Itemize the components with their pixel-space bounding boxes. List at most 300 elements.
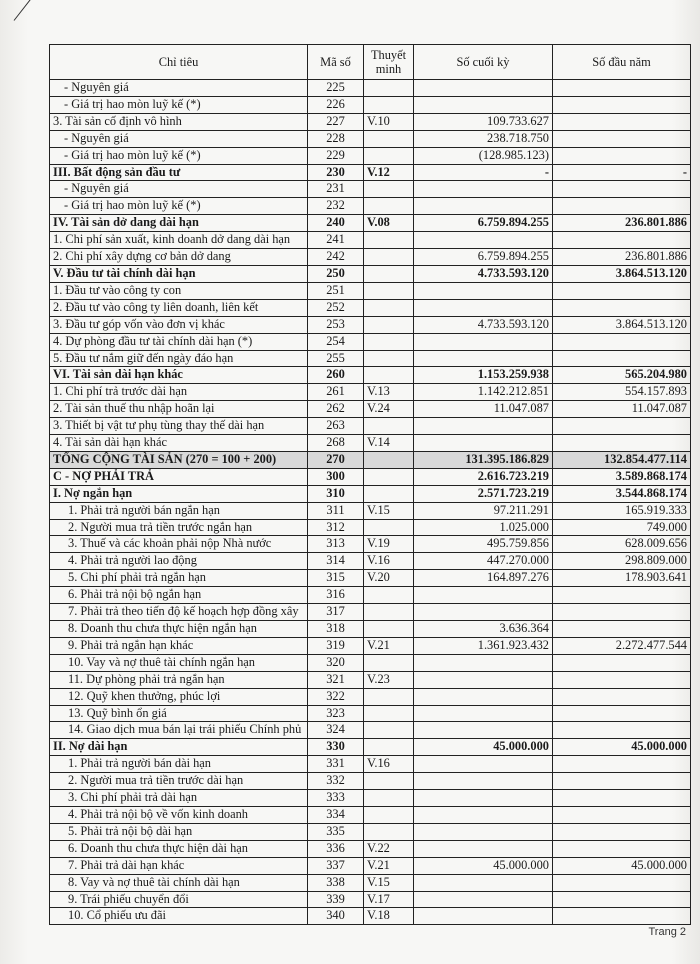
row-code-cell: 225 — [308, 80, 364, 97]
row-end-value-cell: 4.733.593.120 — [414, 316, 553, 333]
table-row — [50, 688, 691, 705]
row-end-value-cell — [414, 790, 553, 807]
row-begin-value-cell: 132.854.477.114 — [553, 451, 691, 468]
row-begin-value-cell: 628.009.656 — [553, 536, 691, 553]
row-end-value-cell — [414, 756, 553, 773]
row-note-cell: V.10 — [364, 113, 414, 130]
row-code-cell: 317 — [308, 604, 364, 621]
table-row — [50, 756, 691, 773]
table-row — [50, 113, 691, 130]
row-code-cell: 312 — [308, 519, 364, 536]
row-end-value-cell — [414, 181, 553, 198]
row-code-cell: 270 — [308, 451, 364, 468]
row-note-cell: V.13 — [364, 384, 414, 401]
row-indicator-cell: 4. Dự phòng đầu tư tài chính dài hạn (*) — [50, 333, 308, 350]
row-code-cell: 339 — [308, 891, 364, 908]
row-indicator-cell: 3. Đầu tư góp vốn vào đơn vị khác — [50, 316, 308, 333]
row-code-cell: 268 — [308, 435, 364, 452]
row-end-value-cell: 238.718.750 — [414, 130, 553, 147]
table-row — [50, 130, 691, 147]
row-code-cell: 315 — [308, 570, 364, 587]
table-row — [50, 739, 691, 756]
row-end-value-cell — [414, 688, 553, 705]
row-begin-value-cell: 3.544.868.174 — [553, 485, 691, 502]
row-end-value-cell — [414, 350, 553, 367]
row-code-cell: 322 — [308, 688, 364, 705]
row-begin-value-cell: 11.047.087 — [553, 401, 691, 418]
row-code-cell: 253 — [308, 316, 364, 333]
row-indicator-cell: 1. Chi phí trả trước dài hạn — [50, 384, 308, 401]
row-note-cell — [364, 790, 414, 807]
row-end-value-cell: 4.733.593.120 — [414, 265, 553, 282]
row-begin-value-cell — [553, 891, 691, 908]
row-begin-value-cell — [553, 80, 691, 97]
row-code-cell: 332 — [308, 773, 364, 790]
row-end-value-cell: 1.142.212.851 — [414, 384, 553, 401]
row-code-cell: 250 — [308, 265, 364, 282]
row-code-cell: 232 — [308, 198, 364, 215]
row-note-cell: V.21 — [364, 857, 414, 874]
row-begin-value-cell: 45.000.000 — [553, 857, 691, 874]
row-code-cell: 334 — [308, 806, 364, 823]
row-begin-value-cell — [553, 773, 691, 790]
row-code-cell: 262 — [308, 401, 364, 418]
table-row — [50, 722, 691, 739]
row-begin-value-cell — [553, 418, 691, 435]
balance-sheet-table — [49, 44, 691, 925]
row-begin-value-cell: 565.204.980 — [553, 367, 691, 384]
header-note: Thuyết minh — [364, 45, 414, 80]
row-begin-value-cell — [553, 722, 691, 739]
row-end-value-cell — [414, 418, 553, 435]
table-row — [50, 451, 691, 468]
row-begin-value-cell — [553, 282, 691, 299]
row-end-value-cell — [414, 282, 553, 299]
row-end-value-cell — [414, 198, 553, 215]
row-note-cell — [364, 806, 414, 823]
row-note-cell: V.23 — [364, 671, 414, 688]
row-begin-value-cell — [553, 96, 691, 113]
row-begin-value-cell — [553, 232, 691, 249]
row-note-cell — [364, 350, 414, 367]
row-note-cell: V.19 — [364, 536, 414, 553]
row-begin-value-cell — [553, 299, 691, 316]
row-begin-value-cell — [553, 688, 691, 705]
table-row — [50, 570, 691, 587]
row-note-cell — [364, 282, 414, 299]
row-note-cell — [364, 604, 414, 621]
header-indicator: Chỉ tiêu — [50, 45, 308, 80]
row-note-cell: V.08 — [364, 215, 414, 232]
row-indicator-cell: 10. Cổ phiếu ưu đãi — [50, 908, 308, 925]
table-row — [50, 773, 691, 790]
row-code-cell: 340 — [308, 908, 364, 925]
row-indicator-cell: 12. Quỹ khen thưởng, phúc lợi — [50, 688, 308, 705]
row-begin-value-cell: 178.903.641 — [553, 570, 691, 587]
row-end-value-cell — [414, 722, 553, 739]
row-code-cell: 227 — [308, 113, 364, 130]
row-indicator-cell: 1. Phải trả người bán dài hạn — [50, 756, 308, 773]
row-note-cell — [364, 519, 414, 536]
row-code-cell: 242 — [308, 249, 364, 266]
header-code: Mã số — [308, 45, 364, 80]
table-row — [50, 215, 691, 232]
row-code-cell: 330 — [308, 739, 364, 756]
table-row — [50, 147, 691, 164]
row-code-cell: 229 — [308, 147, 364, 164]
row-indicator-cell: 6. Phải trả nội bộ ngắn hạn — [50, 587, 308, 604]
row-indicator-cell: - Nguyên giá — [50, 181, 308, 198]
table-row — [50, 401, 691, 418]
row-end-value-cell: 1.361.923.432 — [414, 637, 553, 654]
row-note-cell: V.17 — [364, 891, 414, 908]
row-end-value-cell — [414, 587, 553, 604]
row-code-cell: 261 — [308, 384, 364, 401]
header-end-of-period: Số cuối kỳ — [414, 45, 553, 80]
row-end-value-cell: 97.211.291 — [414, 502, 553, 519]
row-note-cell — [364, 249, 414, 266]
row-indicator-cell: 1. Đầu tư vào công ty con — [50, 282, 308, 299]
row-begin-value-cell: 749.000 — [553, 519, 691, 536]
row-code-cell: 231 — [308, 181, 364, 198]
row-begin-value-cell — [553, 671, 691, 688]
table-row — [50, 621, 691, 638]
table-row — [50, 418, 691, 435]
row-end-value-cell — [414, 705, 553, 722]
table-row — [50, 299, 691, 316]
row-note-cell — [364, 232, 414, 249]
row-code-cell: 336 — [308, 840, 364, 857]
row-begin-value-cell: 3.864.513.120 — [553, 316, 691, 333]
row-indicator-cell: - Giá trị hao mòn luỹ kế (*) — [50, 96, 308, 113]
row-end-value-cell — [414, 80, 553, 97]
row-begin-value-cell — [553, 823, 691, 840]
row-end-value-cell: - — [414, 164, 553, 181]
table-row — [50, 891, 691, 908]
row-note-cell — [364, 468, 414, 485]
table-row — [50, 232, 691, 249]
row-end-value-cell — [414, 232, 553, 249]
row-note-cell — [364, 198, 414, 215]
table-row — [50, 249, 691, 266]
table-row — [50, 536, 691, 553]
row-indicator-cell: V. Đầu tư tài chính dài hạn — [50, 265, 308, 282]
row-indicator-cell: 2. Người mua trả tiền trước dài hạn — [50, 773, 308, 790]
row-indicator-cell: 6. Doanh thu chưa thực hiện dài hạn — [50, 840, 308, 857]
row-begin-value-cell: 236.801.886 — [553, 249, 691, 266]
row-note-cell: V.18 — [364, 908, 414, 925]
row-note-cell — [364, 333, 414, 350]
table-row — [50, 874, 691, 891]
row-indicator-cell: IV. Tài sản dở dang dài hạn — [50, 215, 308, 232]
table-row — [50, 806, 691, 823]
row-indicator-cell: 7. Phải trả theo tiến độ kế hoạch hợp đồng xây — [50, 604, 308, 621]
row-end-value-cell — [414, 299, 553, 316]
row-note-cell — [364, 367, 414, 384]
row-note-cell — [364, 96, 414, 113]
row-note-cell — [364, 773, 414, 790]
row-begin-value-cell: 3.864.513.120 — [553, 265, 691, 282]
row-note-cell — [364, 299, 414, 316]
row-indicator-cell: - Nguyên giá — [50, 80, 308, 97]
row-code-cell: 313 — [308, 536, 364, 553]
row-code-cell: 324 — [308, 722, 364, 739]
row-end-value-cell — [414, 840, 553, 857]
row-note-cell: V.15 — [364, 502, 414, 519]
table-row — [50, 840, 691, 857]
page-number: Trang 2 — [648, 926, 686, 938]
row-indicator-cell: 2. Người mua trả tiền trước ngắn hạn — [50, 519, 308, 536]
table-row — [50, 553, 691, 570]
row-end-value-cell — [414, 435, 553, 452]
row-note-cell — [364, 485, 414, 502]
row-note-cell: V.14 — [364, 435, 414, 452]
row-end-value-cell: 45.000.000 — [414, 857, 553, 874]
row-indicator-cell: 4. Phải trả người lao động — [50, 553, 308, 570]
row-end-value-cell — [414, 773, 553, 790]
row-begin-value-cell: 236.801.886 — [553, 215, 691, 232]
row-note-cell — [364, 654, 414, 671]
table-row — [50, 468, 691, 485]
row-begin-value-cell: 2.272.477.544 — [553, 637, 691, 654]
row-note-cell — [364, 688, 414, 705]
table-row — [50, 671, 691, 688]
row-code-cell: 318 — [308, 621, 364, 638]
row-begin-value-cell — [553, 350, 691, 367]
table-row — [50, 654, 691, 671]
table-row — [50, 637, 691, 654]
row-end-value-cell — [414, 823, 553, 840]
table-row — [50, 790, 691, 807]
row-begin-value-cell: 165.919.333 — [553, 502, 691, 519]
row-begin-value-cell — [553, 908, 691, 925]
row-indicator-cell: - Nguyên giá — [50, 130, 308, 147]
row-begin-value-cell: - — [553, 164, 691, 181]
row-indicator-cell: C - NỢ PHẢI TRẢ — [50, 468, 308, 485]
row-end-value-cell: 11.047.087 — [414, 401, 553, 418]
row-indicator-cell: 1. Chi phí sản xuất, kinh doanh dở dang dài hạn — [50, 232, 308, 249]
row-code-cell: 316 — [308, 587, 364, 604]
row-indicator-cell: 3. Tài sản cố định vô hình — [50, 113, 308, 130]
row-indicator-cell: VI. Tài sản dài hạn khác — [50, 367, 308, 384]
table-row — [50, 519, 691, 536]
table-row — [50, 502, 691, 519]
row-indicator-cell: - Giá trị hao mòn luỹ kế (*) — [50, 147, 308, 164]
row-begin-value-cell — [553, 198, 691, 215]
row-indicator-cell: 5. Phải trả nội bộ dài hạn — [50, 823, 308, 840]
row-note-cell — [364, 587, 414, 604]
table-row — [50, 367, 691, 384]
row-indicator-cell: 14. Giao dịch mua bán lại trái phiếu Chính phủ — [50, 722, 308, 739]
row-indicator-cell: 9. Phải trả ngắn hạn khác — [50, 637, 308, 654]
row-code-cell: 240 — [308, 215, 364, 232]
row-end-value-cell: (128.985.123) — [414, 147, 553, 164]
row-indicator-cell: 5. Chi phí phải trả ngắn hạn — [50, 570, 308, 587]
row-code-cell: 226 — [308, 96, 364, 113]
row-end-value-cell — [414, 333, 553, 350]
row-note-cell — [364, 823, 414, 840]
table-row — [50, 587, 691, 604]
table-row — [50, 384, 691, 401]
table-row — [50, 265, 691, 282]
row-note-cell — [364, 265, 414, 282]
row-indicator-cell: 8. Doanh thu chưa thực hiện ngắn hạn — [50, 621, 308, 638]
table-row — [50, 181, 691, 198]
row-note-cell: V.21 — [364, 637, 414, 654]
row-indicator-cell: 4. Phải trả nội bộ về vốn kinh doanh — [50, 806, 308, 823]
header-beginning-of-year: Số đầu năm — [553, 45, 691, 80]
row-indicator-cell: I. Nợ ngắn hạn — [50, 485, 308, 502]
row-indicator-cell: 3. Chi phí phải trả dài hạn — [50, 790, 308, 807]
row-begin-value-cell — [553, 874, 691, 891]
table-row — [50, 857, 691, 874]
row-end-value-cell — [414, 654, 553, 671]
row-note-cell — [364, 80, 414, 97]
row-indicator-cell: 4. Tài sản dài hạn khác — [50, 435, 308, 452]
table-row — [50, 485, 691, 502]
row-indicator-cell: 2. Đầu tư vào công ty liên doanh, liên kết — [50, 299, 308, 316]
row-indicator-cell: 8. Vay và nợ thuê tài chính dài hạn — [50, 874, 308, 891]
row-note-cell — [364, 147, 414, 164]
row-indicator-cell: 5. Đầu tư nắm giữ đến ngày đáo hạn — [50, 350, 308, 367]
row-begin-value-cell — [553, 181, 691, 198]
row-code-cell: 323 — [308, 705, 364, 722]
table-row — [50, 316, 691, 333]
row-code-cell: 251 — [308, 282, 364, 299]
row-indicator-cell: 11. Dự phòng phải trả ngắn hạn — [50, 671, 308, 688]
row-end-value-cell: 1.153.259.938 — [414, 367, 553, 384]
row-end-value-cell: 6.759.894.255 — [414, 249, 553, 266]
row-begin-value-cell — [553, 806, 691, 823]
table-row — [50, 198, 691, 215]
row-begin-value-cell — [553, 654, 691, 671]
table-header-row — [50, 45, 691, 80]
table-row — [50, 705, 691, 722]
row-begin-value-cell: 298.809.000 — [553, 553, 691, 570]
row-code-cell: 263 — [308, 418, 364, 435]
row-note-cell — [364, 130, 414, 147]
row-note-cell: V.12 — [364, 164, 414, 181]
row-note-cell: V.15 — [364, 874, 414, 891]
row-code-cell: 314 — [308, 553, 364, 570]
row-code-cell: 333 — [308, 790, 364, 807]
row-begin-value-cell — [553, 756, 691, 773]
row-begin-value-cell — [553, 147, 691, 164]
row-end-value-cell — [414, 891, 553, 908]
row-code-cell: 335 — [308, 823, 364, 840]
row-end-value-cell: 447.270.000 — [414, 553, 553, 570]
row-end-value-cell: 3.636.364 — [414, 621, 553, 638]
row-code-cell: 337 — [308, 857, 364, 874]
row-begin-value-cell: 45.000.000 — [553, 739, 691, 756]
table-row — [50, 96, 691, 113]
row-indicator-cell: TỔNG CỘNG TÀI SẢN (270 = 100 + 200) — [50, 451, 308, 468]
row-indicator-cell: 10. Vay và nợ thuê tài chính ngắn hạn — [50, 654, 308, 671]
row-note-cell: V.24 — [364, 401, 414, 418]
row-code-cell: 230 — [308, 164, 364, 181]
row-end-value-cell — [414, 806, 553, 823]
row-end-value-cell — [414, 874, 553, 891]
row-indicator-cell: 2. Chi phí xây dựng cơ bản dở dang — [50, 249, 308, 266]
row-code-cell: 331 — [308, 756, 364, 773]
table-row — [50, 604, 691, 621]
row-begin-value-cell: 554.157.893 — [553, 384, 691, 401]
row-note-cell: V.22 — [364, 840, 414, 857]
row-end-value-cell: 1.025.000 — [414, 519, 553, 536]
row-indicator-cell: 1. Phải trả người bán ngắn hạn — [50, 502, 308, 519]
row-indicator-cell: - Giá trị hao mòn luỹ kế (*) — [50, 198, 308, 215]
row-note-cell — [364, 451, 414, 468]
row-begin-value-cell — [553, 587, 691, 604]
row-indicator-cell: II. Nợ dài hạn — [50, 739, 308, 756]
row-end-value-cell: 2.571.723.219 — [414, 485, 553, 502]
table-row — [50, 350, 691, 367]
table-row — [50, 333, 691, 350]
row-code-cell: 255 — [308, 350, 364, 367]
row-code-cell: 260 — [308, 367, 364, 384]
table-row — [50, 80, 691, 97]
table-row — [50, 435, 691, 452]
row-indicator-cell: 13. Quỹ bình ổn giá — [50, 705, 308, 722]
row-end-value-cell — [414, 604, 553, 621]
row-indicator-cell: 7. Phải trả dài hạn khác — [50, 857, 308, 874]
row-indicator-cell: 2. Tài sản thuế thu nhập hoãn lại — [50, 401, 308, 418]
row-end-value-cell: 164.897.276 — [414, 570, 553, 587]
row-code-cell: 321 — [308, 671, 364, 688]
row-begin-value-cell — [553, 113, 691, 130]
row-indicator-cell: 9. Trái phiếu chuyển đổi — [50, 891, 308, 908]
row-end-value-cell: 45.000.000 — [414, 739, 553, 756]
row-begin-value-cell — [553, 333, 691, 350]
row-begin-value-cell — [553, 604, 691, 621]
row-code-cell: 320 — [308, 654, 364, 671]
row-indicator-cell: III. Bất động sản đầu tư — [50, 164, 308, 181]
row-note-cell — [364, 316, 414, 333]
row-end-value-cell: 131.395.186.829 — [414, 451, 553, 468]
row-note-cell: V.16 — [364, 756, 414, 773]
row-code-cell: 254 — [308, 333, 364, 350]
row-indicator-cell: 3. Thuế và các khoản phải nộp Nhà nước — [50, 536, 308, 553]
table-row — [50, 282, 691, 299]
row-begin-value-cell — [553, 840, 691, 857]
row-code-cell: 241 — [308, 232, 364, 249]
row-code-cell: 310 — [308, 485, 364, 502]
row-note-cell: V.16 — [364, 553, 414, 570]
row-note-cell — [364, 621, 414, 638]
row-end-value-cell: 2.616.723.219 — [414, 468, 553, 485]
table-row — [50, 823, 691, 840]
row-note-cell — [364, 418, 414, 435]
corner-pen-mark — [14, 0, 41, 21]
row-code-cell: 319 — [308, 637, 364, 654]
row-begin-value-cell — [553, 705, 691, 722]
row-end-value-cell — [414, 671, 553, 688]
row-end-value-cell: 6.759.894.255 — [414, 215, 553, 232]
row-code-cell: 300 — [308, 468, 364, 485]
row-begin-value-cell — [553, 621, 691, 638]
row-end-value-cell: 109.733.627 — [414, 113, 553, 130]
row-begin-value-cell — [553, 435, 691, 452]
row-end-value-cell: 495.759.856 — [414, 536, 553, 553]
row-end-value-cell — [414, 908, 553, 925]
row-begin-value-cell — [553, 790, 691, 807]
table-body — [50, 80, 691, 925]
row-code-cell: 338 — [308, 874, 364, 891]
row-note-cell — [364, 705, 414, 722]
row-indicator-cell: 3. Thiết bị vật tư phụ tùng thay thế dài hạn — [50, 418, 308, 435]
row-begin-value-cell: 3.589.868.174 — [553, 468, 691, 485]
row-note-cell — [364, 181, 414, 198]
